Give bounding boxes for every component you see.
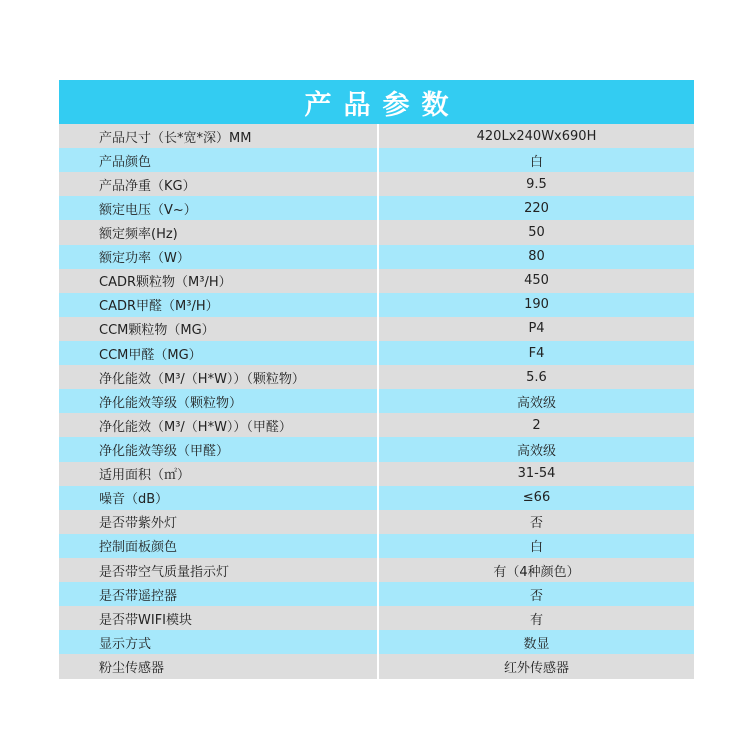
spec-row: [59, 510, 694, 534]
spec-value: 有（4种颜色）: [493, 564, 580, 580]
spec-value: 高效级: [516, 443, 556, 459]
spec-row: [59, 220, 694, 244]
spec-value: 高效级: [516, 395, 556, 411]
spec-label: CCM颗粒物（MG）: [99, 323, 215, 339]
spec-row: [59, 437, 694, 461]
spec-value: 220: [524, 200, 549, 216]
spec-label: 适用面积（㎡）: [99, 468, 191, 484]
spec-row: [59, 317, 694, 341]
spec-row: [59, 606, 694, 630]
spec-row: [59, 486, 694, 510]
spec-row: [59, 582, 694, 606]
spec-label: CADR甲醛（M³/H）: [99, 299, 219, 315]
spec-row: [59, 630, 694, 654]
spec-value: 红外传感器: [503, 660, 569, 676]
spec-value: 白: [529, 540, 543, 556]
spec-value: ≤66: [522, 490, 551, 506]
spec-label: 是否带遥控器: [99, 588, 178, 604]
spec-label: 控制面板颜色: [99, 540, 178, 556]
spec-value: 否: [529, 588, 543, 604]
spec-row: [59, 269, 694, 293]
spec-label: CCM甲醛（MG）: [99, 347, 202, 363]
spec-row: [59, 389, 694, 413]
spec-row: [59, 462, 694, 486]
spec-label: 产品颜色: [99, 154, 152, 170]
spec-row: [59, 245, 694, 269]
spec-value: F4: [528, 345, 545, 361]
spec-row: [59, 196, 694, 220]
spec-row: [59, 534, 694, 558]
spec-row: [59, 558, 694, 582]
spec-value: 190: [524, 297, 549, 313]
table-title: 产品参数: [304, 89, 461, 121]
spec-row: [59, 365, 694, 389]
spec-label: 是否带空气质量指示灯: [99, 564, 230, 580]
spec-label: 显示方式: [99, 636, 152, 652]
spec-label: 额定电压（V~）: [99, 202, 197, 218]
spec-label: 净化能效（M³/（H*W））（甲醛）: [99, 419, 292, 435]
spec-value: 420Lx240Wx690H: [476, 128, 597, 144]
spec-row: [59, 172, 694, 196]
spec-value: 80: [528, 249, 545, 265]
spec-rows: [59, 124, 694, 679]
spec-label: 净化能效等级（颗粒物）: [99, 395, 243, 411]
spec-value: 有: [529, 612, 543, 628]
spec-label: 粉尘传感器: [99, 660, 165, 676]
spec-label: 净化能效（M³/（H*W））（颗粒物）: [99, 371, 305, 387]
spec-value: 9.5: [526, 176, 547, 192]
spec-row: [59, 413, 694, 437]
spec-row: [59, 124, 694, 148]
spec-label: 噪音（dB）: [99, 492, 169, 508]
spec-value: 白: [529, 154, 543, 170]
spec-table: [59, 80, 694, 679]
spec-label: 是否带WIFI模块: [99, 612, 192, 628]
spec-value: 50: [528, 224, 545, 240]
spec-value: 31-54: [517, 466, 556, 482]
spec-value: 否: [529, 516, 543, 532]
spec-label: 额定频率(Hz): [99, 226, 178, 242]
spec-label: 产品尺寸（长*宽*深）MM: [99, 130, 252, 146]
spec-row: [59, 293, 694, 317]
spec-value: 5.6: [526, 369, 547, 385]
spec-label: 净化能效等级（甲醛）: [99, 443, 230, 459]
spec-label: 额定功率（W）: [99, 251, 190, 267]
spec-value: P4: [528, 321, 545, 337]
spec-label: 是否带紫外灯: [99, 516, 178, 532]
spec-label: 产品净重（KG）: [99, 178, 196, 194]
spec-row: [59, 654, 694, 678]
spec-row: [59, 148, 694, 172]
spec-value: 2: [532, 417, 541, 433]
spec-label: CADR颗粒物（M³/H）: [99, 275, 232, 291]
spec-row: [59, 341, 694, 365]
title-bar: [59, 80, 694, 124]
spec-value: 450: [524, 273, 549, 289]
spec-value: 数显: [523, 636, 550, 652]
